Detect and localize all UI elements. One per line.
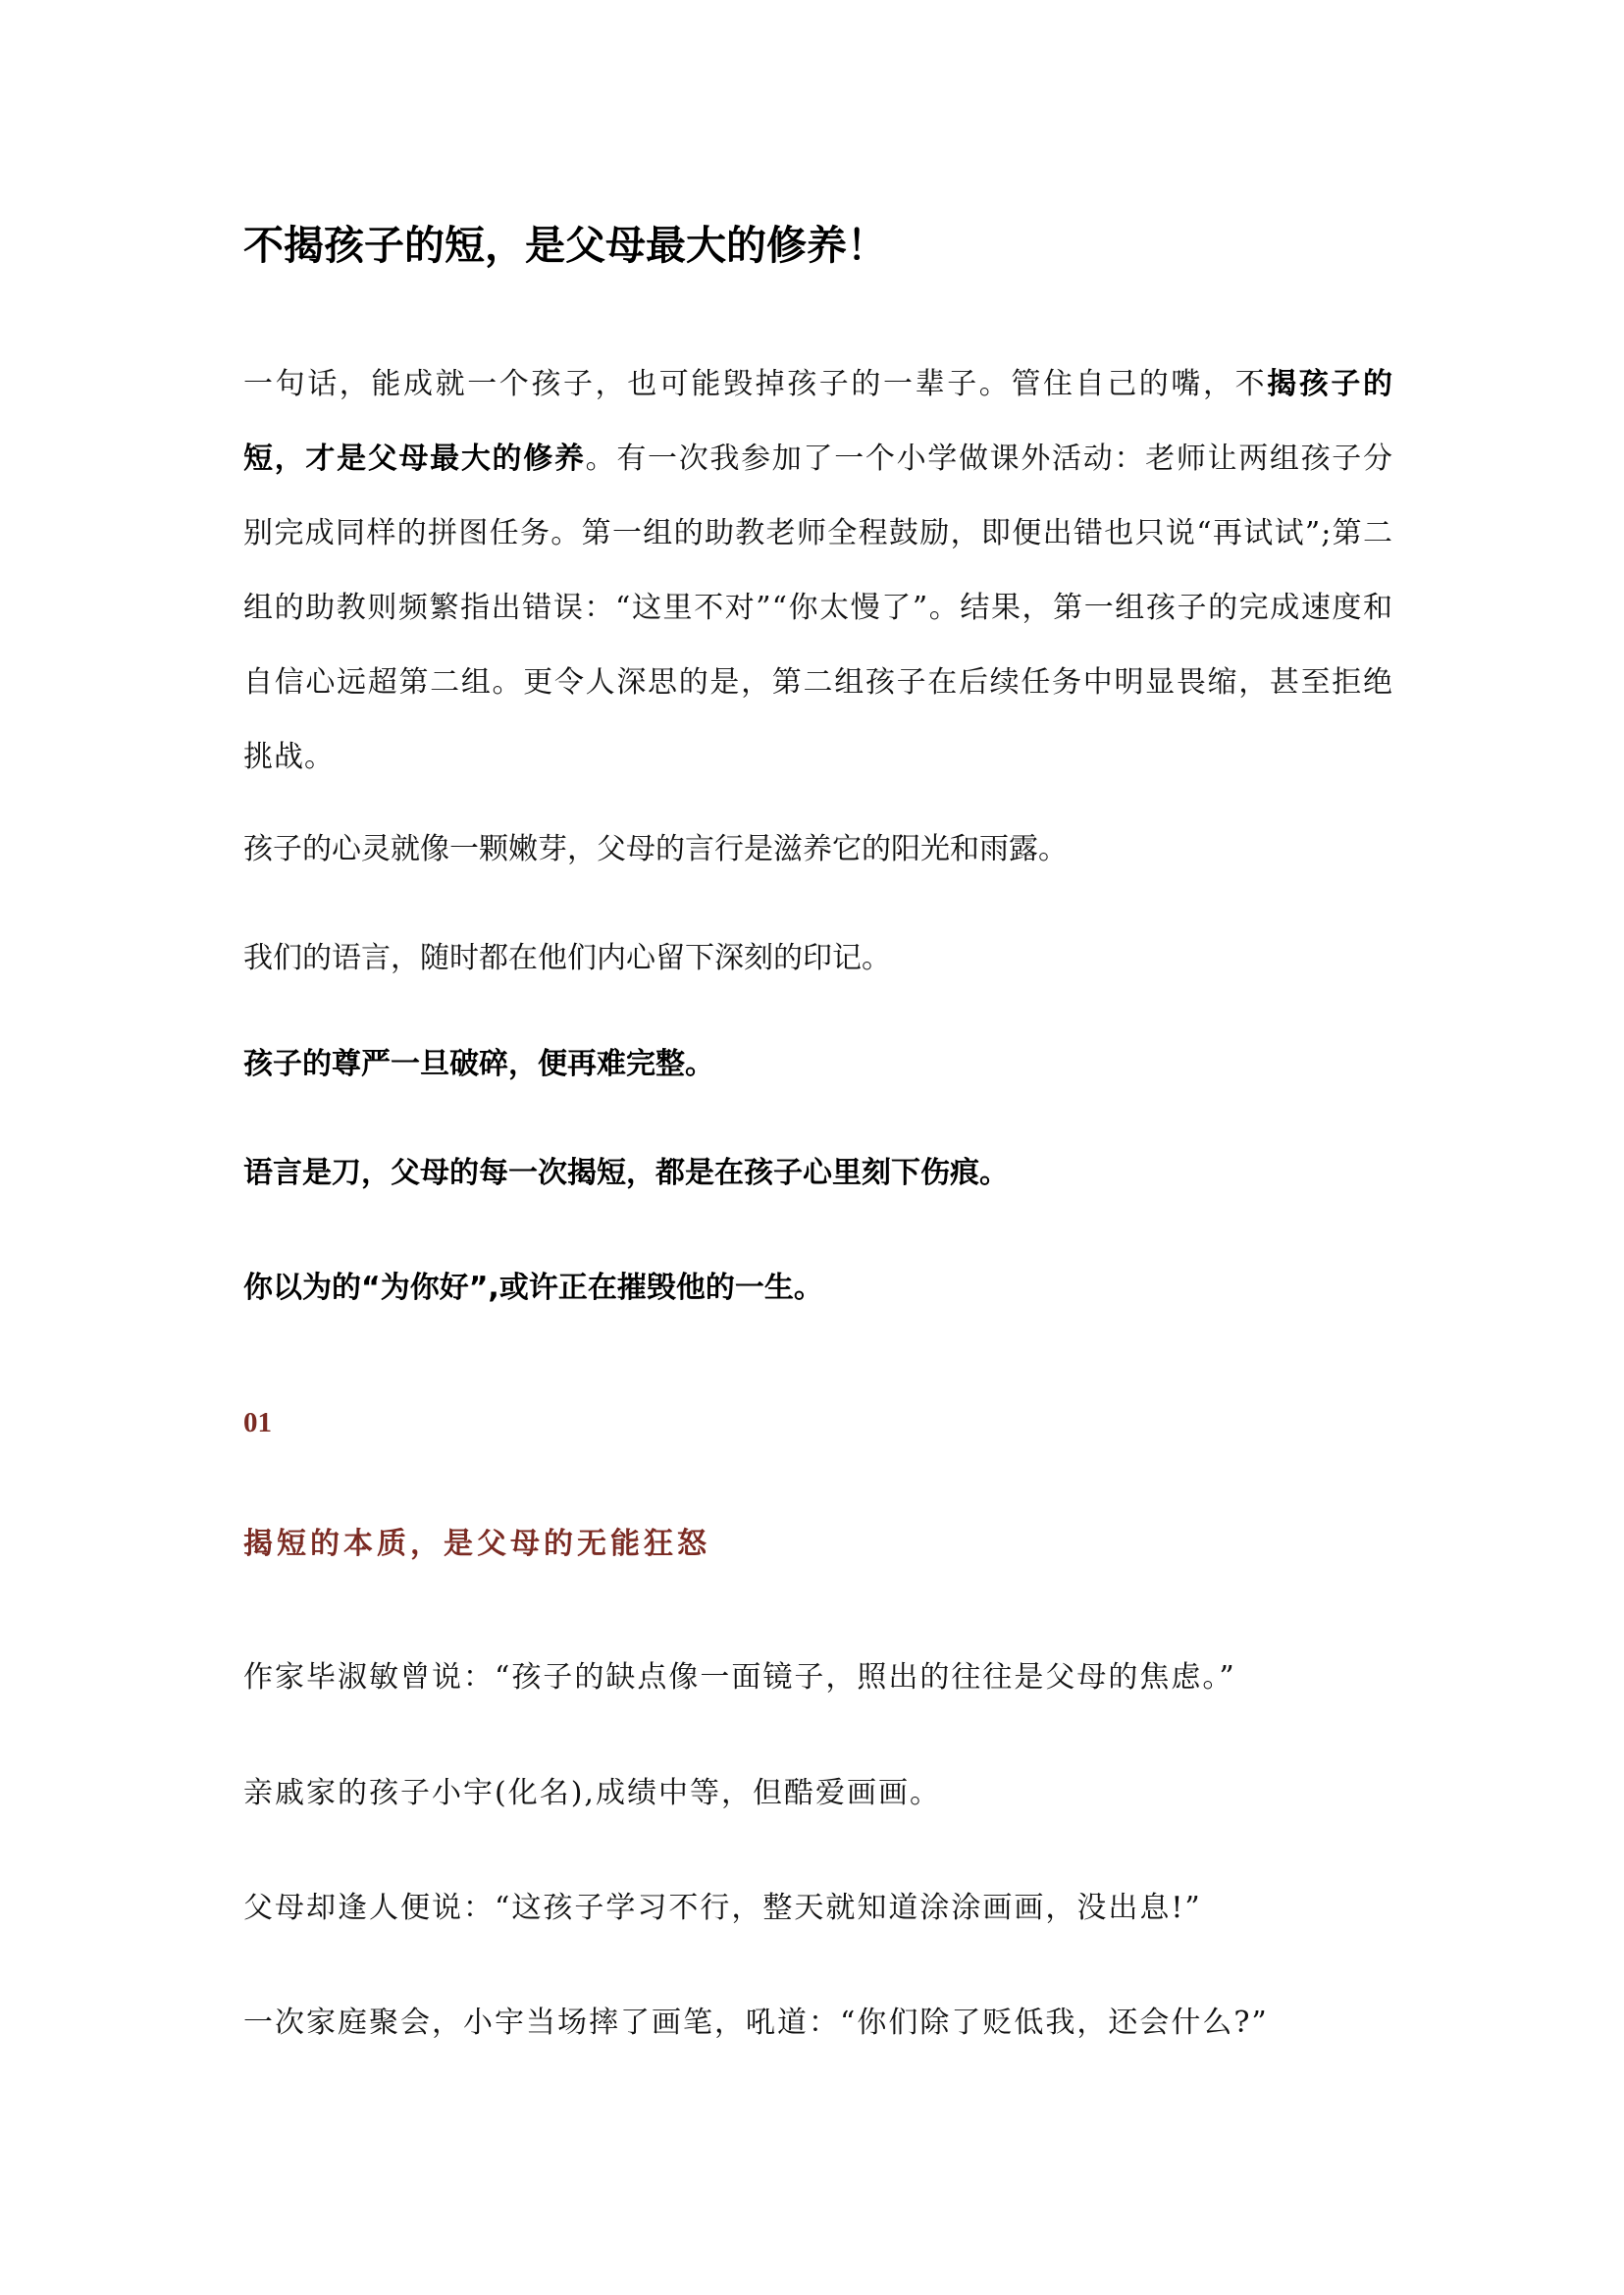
section-number: 01 bbox=[243, 1407, 272, 1438]
section-paragraph-quote: 作家毕淑敏曾说：“孩子的缺点像一面镜子，照出的往往是父母的焦虑。” bbox=[243, 1660, 1236, 1695]
intro-paragraph bbox=[243, 347, 1393, 795]
section-paragraph-family-gathering: 一次家庭聚会，小宇当场摔了画笔，吼道：“你们除了贬低我，还会什么?” bbox=[243, 2006, 1269, 2040]
intro-bold-text: 揭孩子的短，才是父母最大的修养 bbox=[243, 367, 1394, 476]
paragraph-language-knife: 语言是刀，父母的每一次揭短，都是在孩子心里刻下伤痕。 bbox=[243, 1156, 1009, 1190]
section-heading: 揭短的本质，是父母的无能狂怒 bbox=[243, 1527, 710, 1561]
article-title: 不揭孩子的短，是父母最大的修养！ bbox=[243, 222, 887, 269]
section-paragraph-parents-say: 父母却逢人便说：“这孩子学习不行，整天就知道涂涂画画，没出息!” bbox=[243, 1891, 1202, 1925]
intro-rest-text: 。有一次我参加了一个小学做课外活动：老师让两组孩子分别完成同样的拼图任务。第一组的助教老师全程鼓励，即便出错也只说“再试试”;第二组的助教则频繁指出错误：“这里不对”“你太慢了”。结果，第一组孩子的完成速度和自信心远超第二组。更令人深思的是，第二组孩子在后续任务中明显畏缩，甚至拒绝挑战。 bbox=[243, 442, 1394, 774]
section-paragraph-relative: 亲戚家的孩子小宇(化名),成绩中等，但酷爱画画。 bbox=[243, 1776, 941, 1810]
paragraph-for-your-good: 你以为的“为你好”,或许正在摧毁他的一生。 bbox=[243, 1271, 823, 1305]
paragraph-seedling: 孩子的心灵就像一颗嫩芽，父母的言行是滋养它的阳光和雨露。 bbox=[243, 832, 1068, 866]
paragraph-dignity: 孩子的尊严一旦破碎，便再难完整。 bbox=[243, 1047, 714, 1081]
paragraph-language-imprint: 我们的语言，随时都在他们内心留下深刻的印记。 bbox=[243, 941, 891, 975]
intro-lead-text: 一句话，能成就一个孩子，也可能毁掉孩子的一辈子。管住自己的嘴，不 bbox=[243, 367, 1268, 401]
